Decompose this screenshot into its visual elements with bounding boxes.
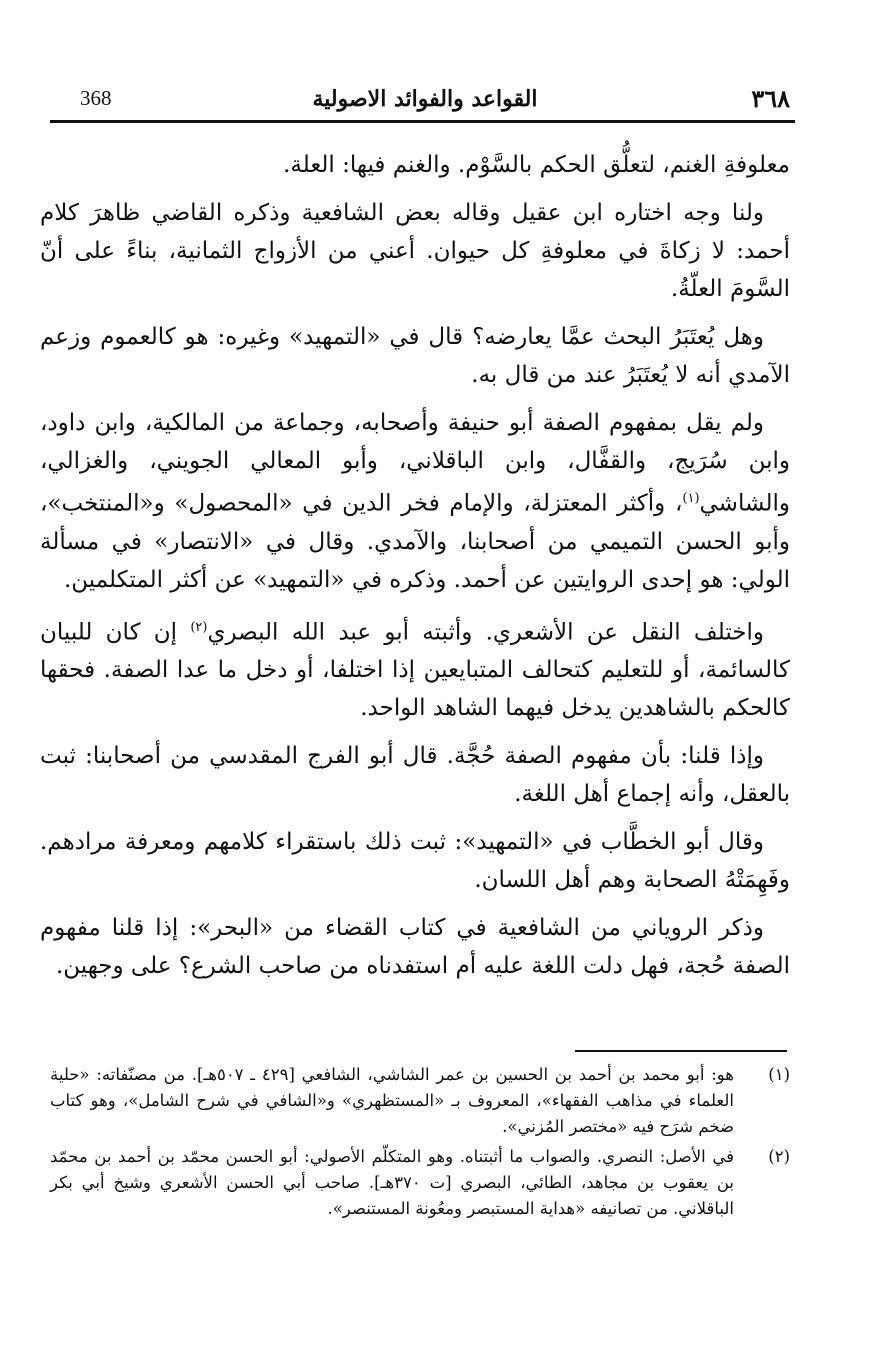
footnote-separator <box>575 1050 787 1052</box>
running-header <box>50 80 800 120</box>
footnote-number: (١) <box>768 1065 790 1084</box>
paragraph: وإذا قلنا: بأن مفهوم الصفة حُجَّة. قال أبو الفرج المقدسي من أصحابنا: ثبت بالعقل، وأنه إجماع أهل اللغة. <box>40 743 790 808</box>
footnotes <box>50 1062 790 1226</box>
paragraph <box>40 609 790 728</box>
footnote <box>50 1062 790 1140</box>
paragraph: وقال أبو الخطَّاب في «التمهيد»: ثبت ذلك باستقراء كلامهم ومعرفة مرادهم. وفَهِمَتْهُ الصحابة وهم أهل اللسان. <box>40 829 790 894</box>
header-rule <box>50 120 795 123</box>
paragraph: ولنا وجه اختاره ابن عقيل وقاله بعض الشافعية وذكره القاضي ظاهرَ كلام أحمد: لا زكاةَ في معلوفةِ كل حيوان. أعني من الأزواج الثمانية، بناءً على أنّ السَّومَ العلّةُ. <box>40 200 790 302</box>
page-number-latin: 368 <box>80 86 112 110</box>
footnote <box>50 1144 790 1222</box>
main-text <box>40 146 790 995</box>
footnote-ref[interactable]: (٢) <box>190 619 208 635</box>
paragraph: معلوفةِ الغنم، لتعلُّق الحكم بالسَّوْم. والغنم فيها: العلة. <box>283 152 790 178</box>
paragraph: وذكر الروياني من الشافعية في كتاب القضاء من «البحر»: إذا قلنا مفهوم الصفة حُجة، فهل دلت اللغة عليه أم استفدناه من صاحب الشرع؟ على وجهين. <box>40 915 790 980</box>
page-number-arabic: ٣٦٨ <box>751 84 790 113</box>
paragraph: وهل يُعتَبَرُ البحث عمَّا يعارضه؟ قال في «التمهيد» وغيره: هو كالعموم وزعم الآمدي أنه لا يُعتَبَرُ عند من قال به. <box>40 324 790 388</box>
paragraph-text: ولم يقل بمفهوم الصفة أبو حنيفة وأصحابه، وجماعة من المالكية، وابن داود، وابن سُرَيج، والقفَّال، وابن الباقلاني، وأبو المعالي الجويني، والغزالي، والشاشي <box>40 410 790 517</box>
footnote-text: هو: أبو محمد بن أحمد بن الحسين بن عمر الشاشي، الشافعي [٤٢٩ ـ ٥٠٧هـ]. من مصنّفاته: «حلية العلماء في مذاهب الفقهاء»، المعروف بـ «المستظهري» و«الشافي في شرح الشامل»، وهو كتاب ضخم شرَح فيه «مختصر المُزني». <box>50 1065 735 1136</box>
footnote-number: (٢) <box>768 1147 790 1166</box>
paragraph-text: واختلف النقل عن الأشعري. وأثبته أبو عبد الله البصري <box>207 619 764 646</box>
footnote-ref[interactable]: (١) <box>682 491 700 506</box>
paragraph-text: ، وأكثر المعتزلة، والإمام فخر الدين في «المحصول» و«المنتخب»، وأبو الحسن التميمي من أصحابنا، والآمدي. وقال في «الانتصار» في مسألة الولي: هو إحدى الروايتين عن أحمد. وذكره في «التمهيد» عن أكثر المتكلمين. <box>40 490 790 593</box>
footnote-text: في الأصل: النصري. والصواب ما أثبتناه. وهو المتكلّم الأصولي: أبو الحسن محمّد بن أحمد بن محمّد بن يعقوب بن مجاهد، الطائي، البصري [ت ٣٧٠هـ]. صاحب أبي الحسن الأشعري وشيخ أبي بكر الباقلاني. من تصانيفه «هداية المستبصر ومعُونة المستنصر». <box>50 1147 734 1218</box>
paragraph-text: إن كان للبيان كالسائمة، أو للتعليم كتحالف المتبايعين إذا اختلفا، أو دخل ما عدا الصفة. فحقها كالحكم بالشاهدين يدخل فيهما الشاهد الواحد. <box>40 619 790 722</box>
running-title: القواعد والفوائد الاصولية <box>312 86 538 112</box>
paragraph <box>40 404 790 599</box>
